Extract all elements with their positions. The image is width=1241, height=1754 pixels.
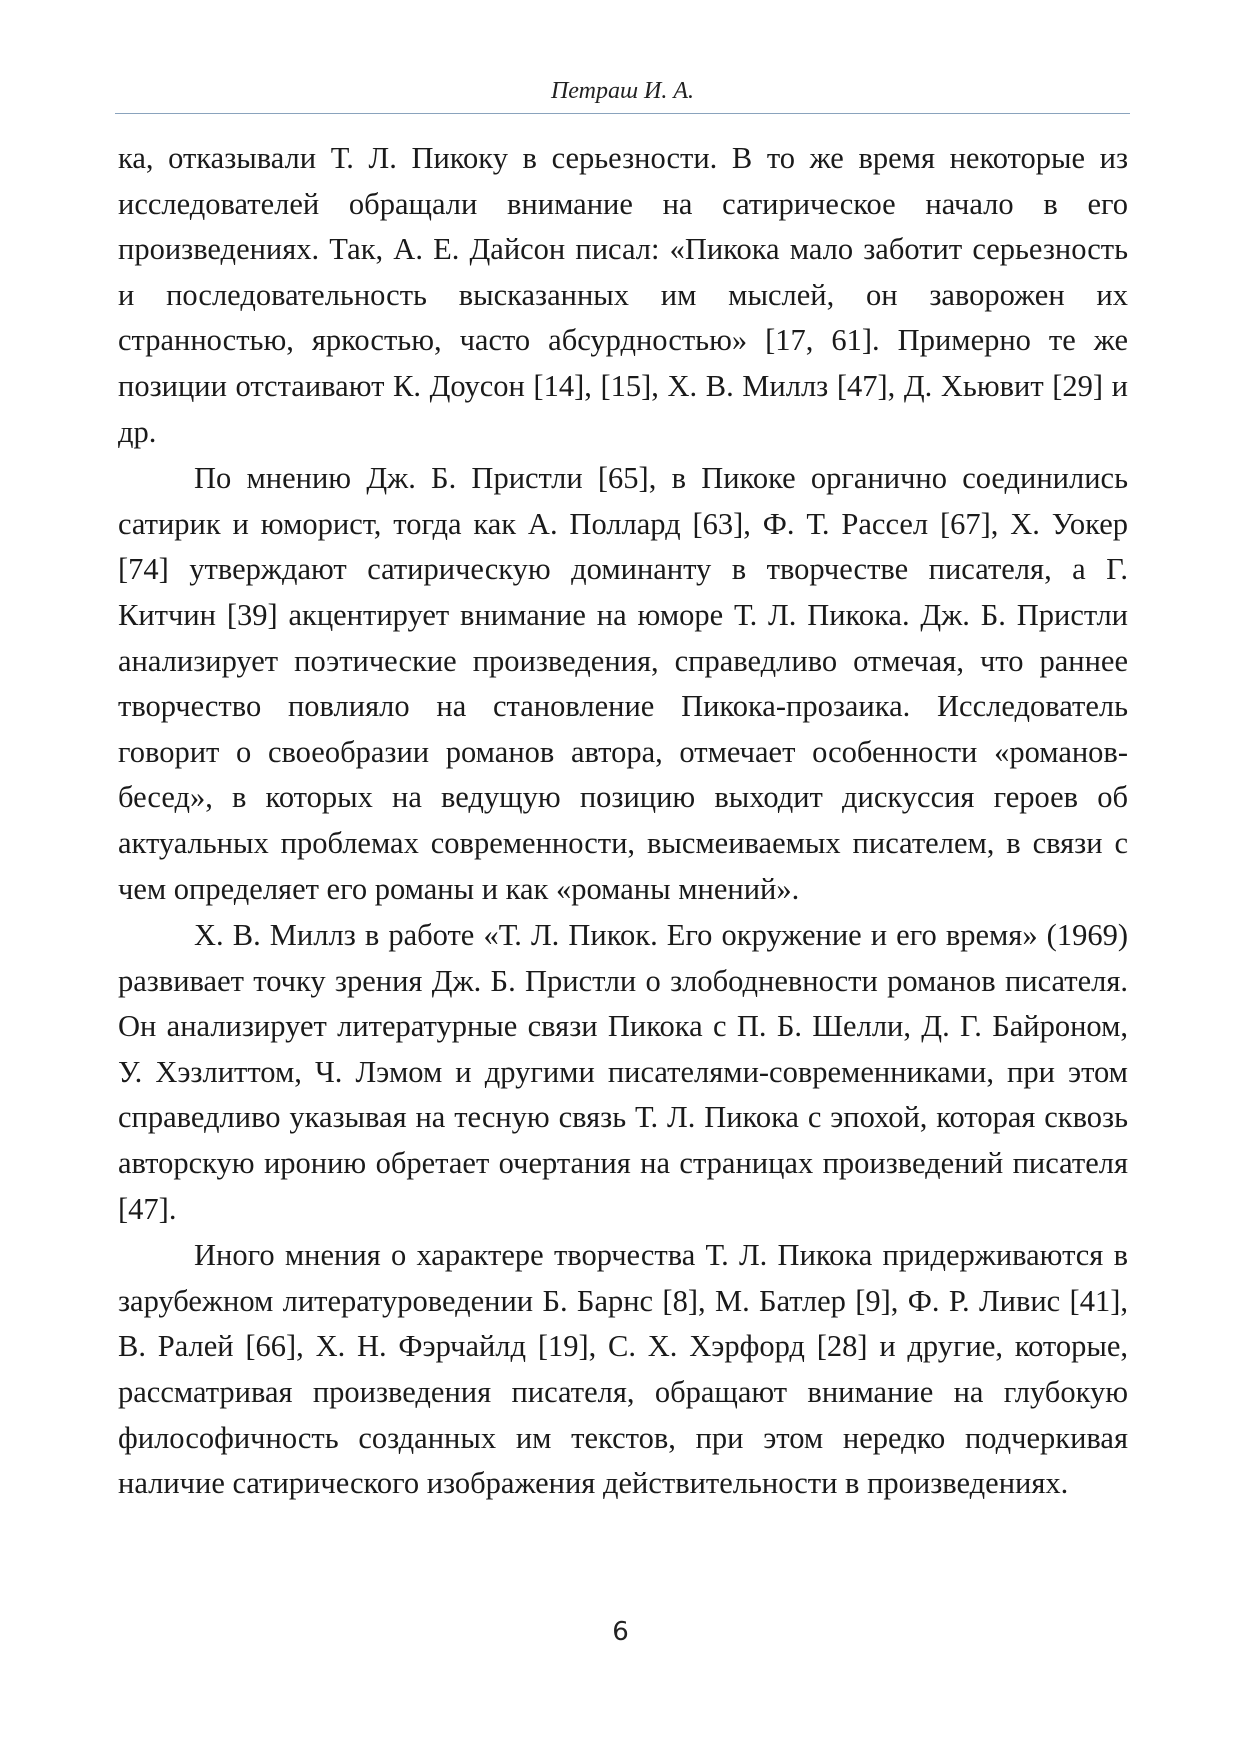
page-number: 6 [612, 1617, 629, 1647]
running-header [115, 76, 1130, 114]
paragraph: Х. В. Миллз в работе «Т. Л. Пикок. Его окружение и его время» (1969) развивает точку зрения Дж. Б. Пристли о злободневности романов писателя. Он анализирует литературные связи Пикока с П. Б. Шелли, Д. Г. Байроном, У. Хэзлиттом, Ч. Лэмом и другими писателями-современниками, при этом справедливо указывая на тесную связь Т. Л. Пикока с эпохой, которая сквозь авторскую иронию обретает очертания на страницах произведений писателя [47]. [118, 918, 1128, 1226]
paragraph: По мнению Дж. Б. Пристли [65], в Пикоке органично соединились сатирик и юморист, тогда как А. Поллард [63], Ф. Т. Рассел [67], Х. Уокер [74] утверждают сатирическую доминанту в творчестве писателя, а Г. Китчин [39] акцентирует внимание на юморе Т. Л. Пикока. Дж. Б. Пристли анализирует поэтические произведения, справедливо отмечая, что раннее творчество повлияло на становление Пикока-прозаика. Исследователь говорит о своеобразии романов автора, отмечает особенности «романов-бесед», в которых на ведущую позицию выходит дискуссия героев об актуальных проблемах современности, высмеиваемых писателем, в связи с чем определяет его романы и как «романы мнений». [118, 461, 1128, 906]
paragraph-continued: ка, отказывали Т. Л. Пикоку в серьезности. В то же время некоторые из исследователей обращали внимание на сатирическое начало в его произведениях. Так, А. Е. Дайсон писал: «Пикока мало заботит серьезность и последовательность высказанных им мыслей, он заворожен их странностью, яркостью, часто абсурдностью» [17, 61]. Примерно те же позиции отстаивают К. Доусон [14], [15], Х. В. Миллз [47], Д. Хьювит [29] и др. [118, 141, 1128, 449]
page-body [118, 136, 1128, 1508]
paragraph: Иного мнения о характере творчества Т. Л. Пикока придерживаются в зарубежном литературоведении Б. Барнс [8], М. Батлер [9], Ф. Р. Ливис [41], В. Ралей [66], Х. Н. Фэрчайлд [19], С. Х. Хэрфорд [28] и другие, которые, рассматривая произведения писателя, обращают внимание на глубокую философичность созданных им текстов, при этом нередко подчеркивая наличие сатирического изображения действительности в произведениях. [118, 1238, 1128, 1501]
running-title: Петраш И. А. [550, 78, 695, 104]
